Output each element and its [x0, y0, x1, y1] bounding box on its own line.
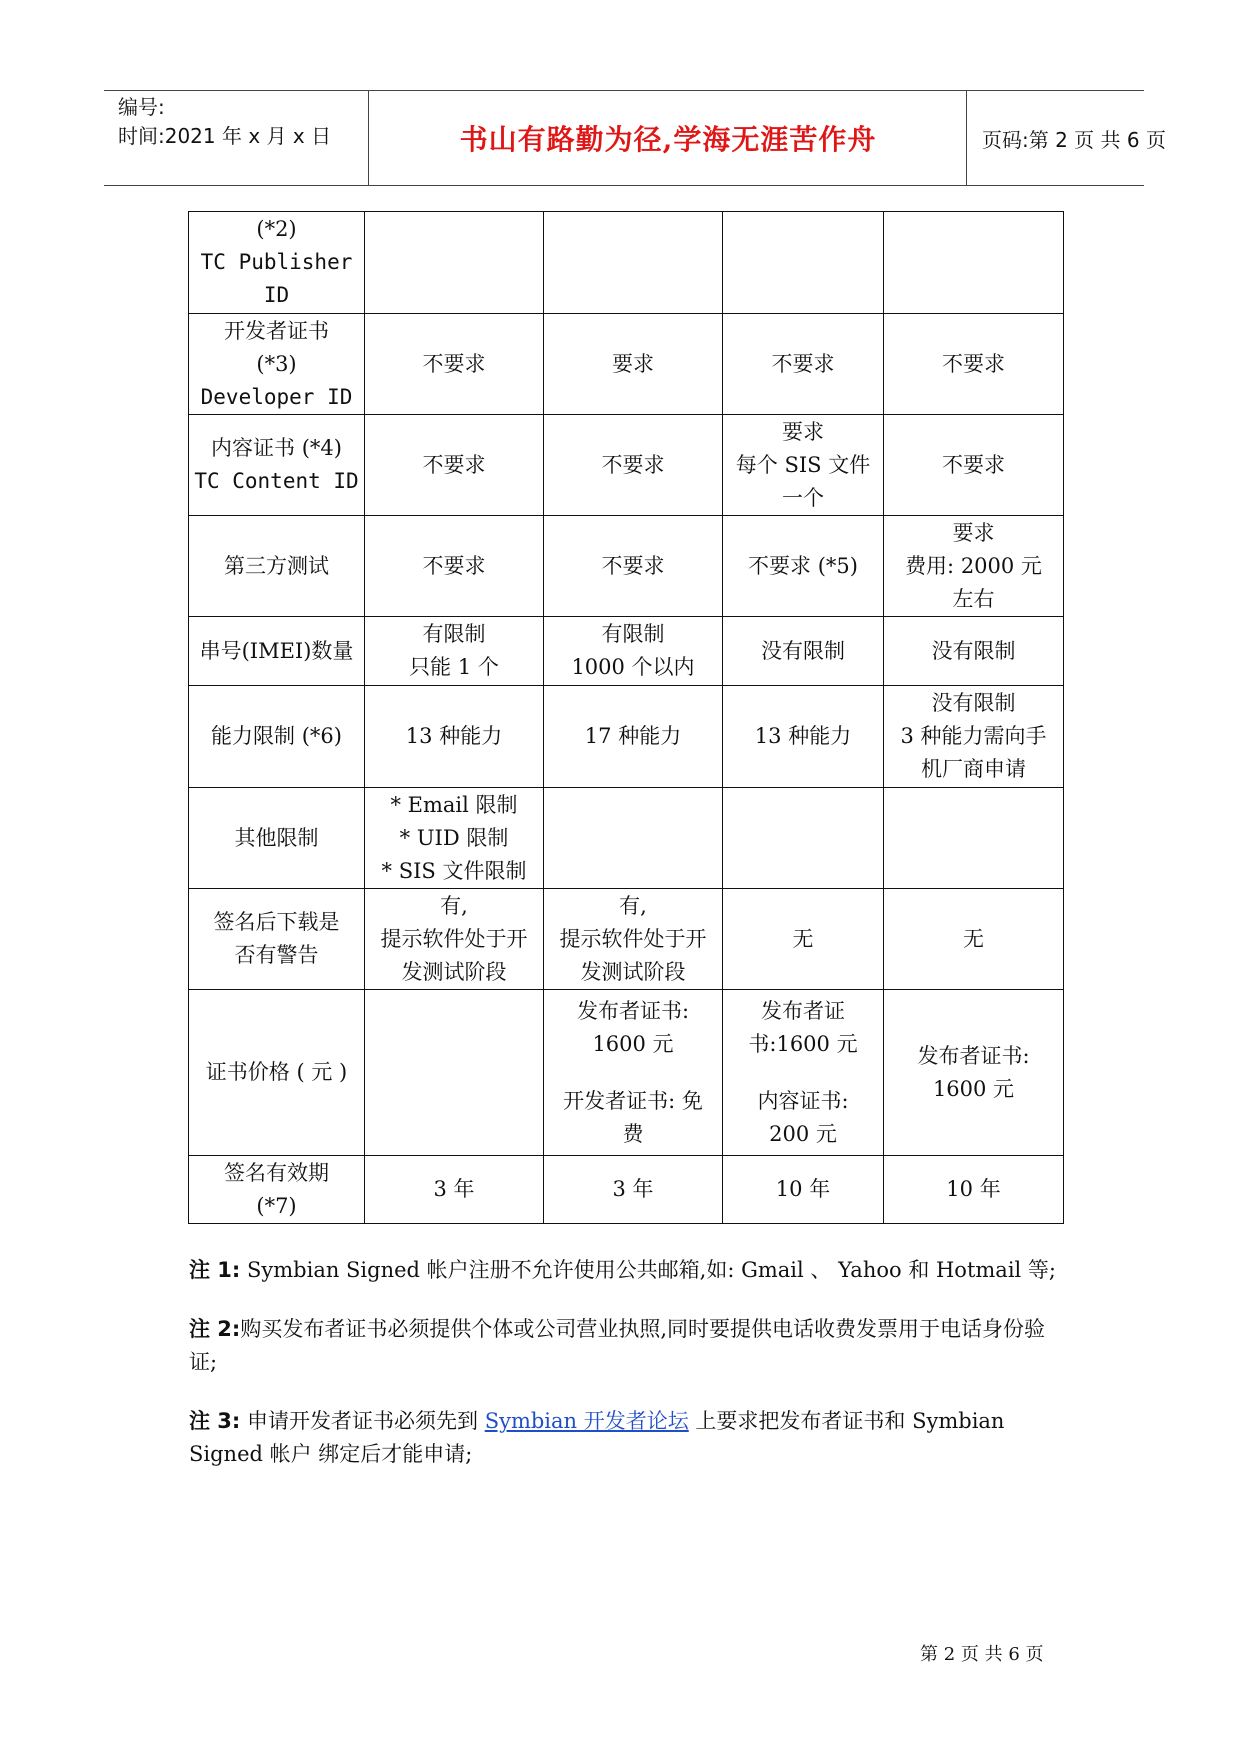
row-label-line: (*7) — [256, 1193, 297, 1218]
table-cell — [723, 889, 884, 990]
cell-line: 发测试阶段 — [401, 959, 507, 984]
cell-line: 有, — [619, 893, 647, 918]
row-label-cell — [189, 788, 365, 889]
row-label-line: TC Publisher — [200, 250, 353, 274]
cell-line: 有, — [440, 893, 468, 918]
cell-line: 13 种能力 — [405, 724, 503, 748]
date-label: 时间:2021 年 x 月 x 日 — [118, 124, 332, 148]
table-cell — [723, 212, 884, 314]
cell-line: 开发者证书: 免 — [563, 1088, 703, 1113]
row-label-line: 签名后下载是 — [213, 910, 340, 934]
cell-line: 1600 元 — [592, 1031, 674, 1056]
table-cell — [884, 516, 1064, 617]
cell-line: 左右 — [952, 586, 995, 611]
cell-line: 提示软件处于开 — [380, 926, 528, 951]
cell-line: 无 — [792, 926, 814, 951]
table-row — [189, 516, 1064, 617]
cell-line: 每个 SIS 文件 — [735, 452, 871, 477]
cell-line — [884, 826, 1063, 850]
row-label-line: (*3) — [256, 351, 297, 376]
table-row — [189, 212, 1064, 314]
cell-line: 发布者证书: — [576, 998, 690, 1023]
row-label-line: (*2) — [256, 217, 297, 241]
table-row — [189, 788, 1064, 889]
certificate-comparison-table — [188, 211, 1064, 1224]
cell-line: * Email 限制 — [390, 792, 518, 817]
row-label-line: 其他限制 — [234, 825, 319, 850]
table-row — [189, 415, 1064, 516]
cell-line: 有限制 — [601, 622, 665, 646]
note-text: Symbian Signed 帐户注册不允许使用公共邮箱,如: Gmail 、 Yahoo 和 Hotmail 等; — [240, 1258, 1057, 1282]
row-label-line: 内容证书 (*4) — [211, 436, 342, 460]
row-label-cell — [189, 617, 365, 686]
cell-line: 不要求 (*5) — [748, 553, 858, 578]
header-page-info: 页码:第 2 页 共 6 页 — [982, 127, 1166, 152]
table-cell — [544, 686, 723, 788]
row-label-line: ID — [263, 283, 290, 307]
table-cell — [544, 314, 723, 415]
cell-line: 不要求 — [771, 351, 835, 376]
cell-line: 10 年 — [775, 1177, 831, 1201]
table-cell — [723, 1156, 884, 1224]
cell-line: 不要求 — [422, 452, 486, 477]
note-2 — [189, 1313, 1059, 1379]
cell-line: 有限制 — [422, 622, 486, 646]
row-label-cell — [189, 212, 365, 314]
cell-line: 17 种能力 — [584, 724, 682, 748]
note-label: 注 2: — [189, 1317, 241, 1341]
table-cell — [544, 516, 723, 617]
header-divider — [368, 91, 369, 185]
row-label-line: 串号(IMEI)数量 — [199, 638, 354, 663]
table-cell — [365, 990, 544, 1156]
header-meta — [118, 91, 368, 185]
symbian-forum-link[interactable]: Symbian 开发者论坛 — [484, 1409, 689, 1433]
table-cell — [884, 314, 1064, 415]
table-row — [189, 686, 1064, 788]
cell-line: 没有限制 — [931, 638, 1016, 663]
cell-line: 提示软件处于开 — [559, 926, 707, 951]
row-label-cell — [189, 314, 365, 415]
cell-line — [884, 251, 1063, 275]
table-row — [189, 889, 1064, 990]
cell-line: 3 年 — [612, 1177, 654, 1201]
cell-line: 发测试阶段 — [580, 959, 686, 984]
cell-line: 不要求 — [422, 351, 486, 376]
cell-line: 发布者证 — [761, 998, 845, 1023]
cell-line — [365, 251, 543, 275]
row-label-line: 能力限制 (*6) — [211, 724, 342, 748]
table-cell — [365, 1156, 544, 1224]
note-1 — [189, 1254, 1059, 1287]
cell-line: 要求 — [612, 351, 654, 376]
table-cell — [884, 1156, 1064, 1224]
header-divider — [966, 91, 967, 185]
table-cell — [884, 990, 1064, 1156]
cell-line: 不要求 — [942, 452, 1005, 477]
cell-line: 200 元 — [769, 1121, 837, 1146]
table-row — [189, 990, 1064, 1156]
cell-line: 费 — [622, 1121, 644, 1146]
note-text: 购买发布者证书必须提供个体或公司营业执照,同时要提供电话收费发票用于电话身份验证; — [189, 1317, 1045, 1374]
table-cell — [544, 1156, 723, 1224]
cell-line — [723, 826, 883, 850]
table-cell — [723, 788, 884, 889]
serial-number-label: 编号: — [118, 95, 165, 119]
table-cell — [544, 617, 723, 686]
cell-line: 不要求 — [942, 351, 1005, 376]
table-cell — [884, 617, 1064, 686]
table-cell — [544, 889, 723, 990]
table-cell — [365, 686, 544, 788]
note-text: 申请开发者证书必须先到 — [240, 1409, 485, 1433]
cell-line: 书:1600 元 — [748, 1031, 858, 1056]
row-label-cell — [189, 990, 365, 1156]
row-label-line: 证书价格 ( 元 ) — [205, 1060, 348, 1084]
table-row — [189, 617, 1064, 686]
cell-line: 内容证书: — [757, 1088, 849, 1113]
cell-line — [723, 251, 883, 275]
table-cell — [544, 990, 723, 1156]
table-cell — [365, 788, 544, 889]
cell-line: 1000 个以内 — [571, 655, 695, 679]
cell-line: 费用: 2000 元 — [905, 553, 1042, 578]
page-header — [104, 90, 1166, 186]
table-cell — [544, 212, 723, 314]
cell-line: * SIS 文件限制 — [381, 858, 527, 883]
cell-line — [365, 1061, 543, 1085]
cell-line: 一个 — [782, 485, 824, 510]
table-cell — [723, 990, 884, 1156]
table-cell — [365, 212, 544, 314]
table-cell — [365, 617, 544, 686]
table-cell — [544, 415, 723, 516]
cell-line: 不要求 — [601, 452, 665, 477]
cell-line: 机厂商申请 — [921, 757, 1026, 781]
table-cell — [723, 314, 884, 415]
page-footer: 第 2 页 共 6 页 — [920, 1644, 1044, 1665]
row-label-cell — [189, 415, 365, 516]
table-cell — [723, 415, 884, 516]
table-cell — [884, 212, 1064, 314]
row-label-cell — [189, 516, 365, 617]
cell-line: 不要求 — [601, 553, 665, 578]
cell-line: 3 种能力需向手 — [900, 724, 1047, 748]
table-cell — [544, 788, 723, 889]
table-cell — [884, 788, 1064, 889]
cell-line: 要求 — [782, 419, 824, 444]
table-cell — [365, 314, 544, 415]
note-label: 注 1: — [189, 1258, 241, 1282]
row-label-line: 开发者证书 — [224, 318, 329, 343]
table-cell — [884, 889, 1064, 990]
cell-line: 发布者证书: — [917, 1043, 1030, 1068]
cell-line — [723, 1061, 883, 1085]
cell-line: 没有限制 — [931, 691, 1016, 715]
cell-line: 无 — [963, 926, 984, 951]
table-cell — [723, 617, 884, 686]
row-label-line: TC Content ID — [194, 469, 359, 493]
cell-line — [544, 1061, 722, 1085]
row-label-cell — [189, 686, 365, 788]
cell-line: 只能 1 个 — [409, 655, 499, 679]
row-label-cell — [189, 1156, 365, 1224]
table-cell — [884, 415, 1064, 516]
header-motto: 书山有路勤为径,学海无涯苦作舟 — [459, 123, 877, 156]
table-row — [189, 1156, 1064, 1224]
cell-line: 3 年 — [433, 1177, 475, 1201]
cell-line: 要求 — [952, 520, 995, 545]
table-cell — [365, 415, 544, 516]
table-cell — [723, 686, 884, 788]
cell-line: * UID 限制 — [399, 825, 509, 850]
cell-line — [544, 251, 722, 275]
table-cell — [884, 686, 1064, 788]
table-row — [189, 314, 1064, 415]
row-label-cell — [189, 889, 365, 990]
cell-line — [544, 826, 722, 850]
note-text: 上要求把发布者证书和 Symbian Signed 帐户 绑定后才能申请; — [189, 1409, 1005, 1466]
row-label-line: 否有警告 — [234, 943, 319, 967]
row-label-line: Developer ID — [200, 384, 353, 409]
cell-line: 1600 元 — [932, 1076, 1015, 1101]
row-label-line: 第三方测试 — [224, 553, 329, 578]
cell-line: 没有限制 — [761, 638, 845, 663]
cell-line: 不要求 — [422, 553, 486, 578]
table-cell — [723, 516, 884, 617]
table-cell — [365, 516, 544, 617]
cell-line: 10 年 — [946, 1177, 1001, 1201]
table-cell — [365, 889, 544, 990]
notes — [189, 1254, 1059, 1497]
note-3 — [189, 1405, 1059, 1471]
cell-line: 13 种能力 — [754, 724, 852, 748]
note-label: 注 3: — [189, 1409, 241, 1433]
row-label-line: 签名有效期 — [224, 1160, 329, 1185]
